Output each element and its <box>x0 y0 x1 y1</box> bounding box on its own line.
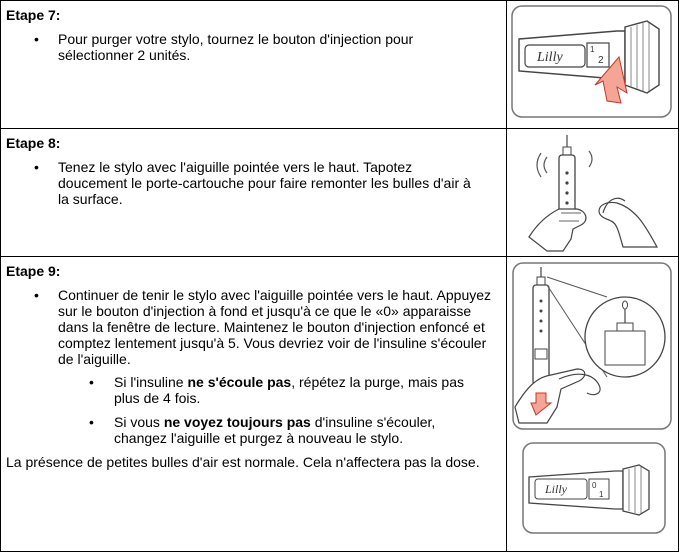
step9-bullet-text: Continuer de tenir le stylo avec l'aiguille pointée vers le haut. Appuyez sur le bouton d'injection à fond et jusqu'à ce que le «0» apparaisse dans la fenêtre de lecture. Maintenez le bouton d'injection enfoncé et comptez lentement jusqu'à 5. Vous devriez voir de l'insuline s'écouler de l'aiguille. <box>58 287 492 367</box>
step7-title: Etape 7: <box>6 7 61 23</box>
step9-sublist <box>58 374 500 446</box>
step7-text-cell <box>1 1 507 129</box>
step8-list <box>1 159 506 207</box>
step8-text-cell <box>1 129 507 257</box>
step9-dose-one: 1 <box>599 490 604 499</box>
step7-dose-top: 1 <box>590 45 595 54</box>
step9-sub1-bold: ne s'écoule pas <box>187 374 292 390</box>
step8-tapping-illustration <box>507 129 678 255</box>
step9-illustration-cell <box>507 257 679 552</box>
step9-dose-zero: 0 <box>592 481 597 490</box>
step7-dose-mid: 2 <box>598 55 604 66</box>
step9-sub1-post: , répétez la purge, mais pas plus de 4 fois. <box>114 374 464 406</box>
step7-pen-brand: Lilly <box>537 50 563 65</box>
step9-title: Etape 9: <box>6 263 61 279</box>
step7-bullet: • Pour purger votre stylo, tournez le bouton d'injection pour sélectionner 2 unités. <box>1 31 506 63</box>
step7-list <box>1 31 506 63</box>
step7-pen-illustration <box>507 1 678 127</box>
step8-title: Etape 8: <box>6 135 61 151</box>
step9-row <box>1 257 679 552</box>
step9-note: La présence de petites bulles d'air est normale. Cela n'affectera pas la dose. <box>6 454 480 470</box>
step9-sub-bullet-2 <box>58 414 500 446</box>
step9-sub-bullet-1 <box>58 374 500 406</box>
step7-row <box>1 1 679 129</box>
step9-priming-illustration <box>507 257 678 550</box>
step7-illustration-cell <box>507 1 679 129</box>
step9-sub2-bold: ne voyez toujours pas <box>163 414 311 430</box>
step9-sub1-pre: Si l'insuline <box>114 374 188 390</box>
step9-bullet <box>1 287 506 446</box>
step9-pen-brand: Lilly <box>545 482 568 496</box>
step8-illustration-cell <box>507 129 679 257</box>
step9-sub2-pre: Si vous <box>114 414 164 430</box>
step8-row <box>1 129 679 257</box>
step9-sub2-post: d'insuline s'écouler, changez l'aiguille et purgez à nouveau le stylo. <box>114 414 436 446</box>
step9-list <box>1 287 506 446</box>
step9-text-cell <box>1 257 507 552</box>
step8-bullet: • Tenez le stylo avec l'aiguille pointée vers le haut. Tapotez doucement le porte-cartouche pour faire remonter les bulles d'air à la surface. <box>1 159 506 207</box>
